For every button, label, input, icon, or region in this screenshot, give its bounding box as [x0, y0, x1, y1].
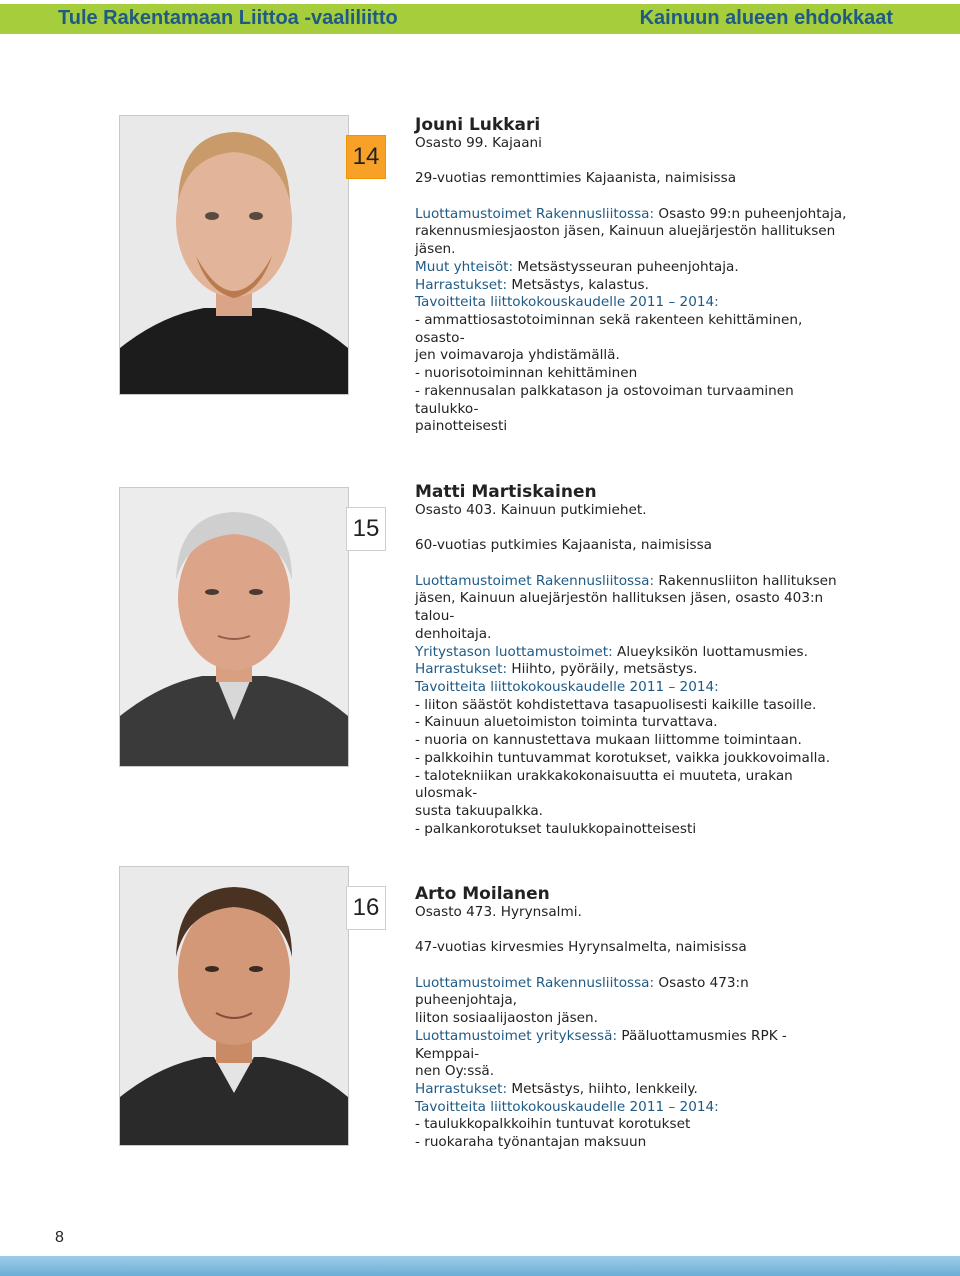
goals-label: Tavoitteita liittokokouskaudelle 2011 – 2014:: [415, 679, 719, 695]
other-label: Luottamustoimet yrityksessä:: [415, 1027, 618, 1044]
hobbies-label: Harrastukset:: [415, 661, 508, 678]
other-positions: [415, 644, 855, 662]
hobbies: [415, 1081, 855, 1099]
candidate-branch: Osasto 473. Hyrynsalmi.: [415, 904, 582, 920]
goals-label: Tavoitteita liittokokouskaudelle 2011 – 2014:: [415, 1098, 719, 1115]
other-text: Pääluottamusmies RPK - Kemppai-: [415, 1027, 787, 1062]
trust-line: liiton sosiaalijaoston jäsen.: [415, 1010, 598, 1027]
candidate-intro: 29-vuotias remonttimies Kajaanista, naimisissa: [415, 170, 737, 187]
candidate-name: Matti Martiskainen: [415, 482, 597, 502]
trust-line: Rakennusliiton hallituksen: [654, 572, 837, 589]
trust-label: Luottamustoimet Rakennusliitossa:: [415, 572, 655, 589]
candidate-photo: [119, 115, 349, 395]
header-title: Tule Rakentamaan Liittoa -vaaliliitto: [58, 7, 398, 29]
goal-item: - palkankorotukset taulukkopainotteisesti: [415, 820, 697, 837]
hobbies-text: Metsästys, hiihto, lenkkeily.: [507, 1081, 698, 1097]
page-number: 8: [55, 1229, 64, 1246]
goal-item: - nuorisotoiminnan kehittäminen: [415, 365, 638, 382]
goal-item: - ammattiosastotoiminnan sekä rakenteen kehittäminen, osasto-: [415, 312, 803, 346]
goal-item: - palkkoihin tuntuvammat korotukset, vaikka joukkovoimalla.: [415, 749, 831, 766]
candidate-intro: 60-vuotias putkimies Kajaanista, naimisissa: [415, 537, 712, 554]
goal-item: susta takuupalkka.: [415, 802, 543, 819]
goal-item: - rakennusalan palkkatason ja ostovoiman turvaaminen taulukko-: [415, 382, 794, 417]
trust-label: Luottamustoimet Rakennusliitossa:: [415, 205, 655, 222]
trust-positions: [415, 975, 855, 1010]
other-positions: [415, 259, 855, 277]
goal-item: - ruokaraha työnantajan maksuun: [415, 1134, 647, 1151]
candidate-number-badge: 15: [346, 507, 386, 551]
page-header: [0, 4, 960, 34]
hobbies: [415, 277, 855, 295]
candidate-intro: 47-vuotias kirvesmies Hyrynsalmelta, naimisissa: [415, 939, 747, 956]
goal-item: - taulukkopalkkoihin tuntuvat korotukset: [415, 1116, 691, 1133]
hobbies-label: Harrastukset:: [415, 276, 508, 293]
candidate-photo: [119, 866, 349, 1146]
other-label: Yritystason luottamustoimet:: [415, 643, 613, 660]
other-text: Metsästysseuran puheenjohtaja.: [513, 258, 739, 275]
goal-item: - nuoria on kannustettava mukaan liittomme toimintaan.: [415, 732, 802, 749]
header-subtitle: Kainuun alueen ehdokkaat: [639, 7, 893, 29]
hobbies-text: Metsästys, kalastus.: [507, 276, 649, 293]
hobbies-label: Harrastukset:: [415, 1081, 508, 1097]
candidate-info: [415, 482, 855, 838]
candidate-number-badge: 16: [346, 886, 386, 930]
trust-positions: [415, 206, 855, 224]
hobbies: [415, 661, 855, 679]
footer-bar: [0, 1256, 960, 1276]
goal-item: painotteisesti: [415, 418, 508, 435]
candidate-photo: [119, 487, 349, 767]
goal-item: jen voimavaroja yhdistämällä.: [415, 347, 620, 364]
candidate-info: [415, 884, 855, 1152]
candidate-branch: Osasto 99. Kajaani: [415, 135, 542, 151]
trust-line: jäsen, Kainuun aluejärjestön hallituksen jäsen, osasto 403:n talou-: [415, 590, 824, 625]
trust-positions: [415, 573, 855, 591]
other-text: Alueyksikön luottamusmies.: [612, 643, 808, 660]
other-label: Muut yhteisöt:: [415, 258, 514, 275]
other-text-continued: nen Oy:ssä.: [415, 1063, 495, 1080]
goal-item: - talotekniikan urakkakokonaisuutta ei muuteta, urakan ulosmak-: [415, 767, 793, 802]
trust-line: Osasto 99:n puheenjohtaja,: [654, 205, 847, 222]
candidate-branch: Osasto 403. Kainuun putkimiehet.: [415, 502, 647, 518]
trust-line: Osasto 473:n puheenjohtaja,: [415, 974, 749, 1009]
goal-item: - Kainuun aluetoimiston toiminta turvattava.: [415, 714, 718, 731]
candidate-name: Jouni Lukkari: [415, 115, 541, 135]
trust-label: Luottamustoimet Rakennusliitossa:: [415, 974, 655, 991]
candidate-info: [415, 115, 855, 436]
goals-label: Tavoitteita liittokokouskaudelle 2011 – 2014:: [415, 294, 719, 311]
other-positions: [415, 1028, 855, 1063]
trust-line: jäsen.: [415, 241, 456, 258]
candidate-name: Arto Moilanen: [415, 884, 550, 904]
goal-item: - liiton säästöt kohdistettava tasapuolisesti kaikille tasoille.: [415, 696, 817, 713]
hobbies-text: Hiihto, pyöräily, metsästys.: [507, 661, 698, 678]
trust-line: denhoitaja.: [415, 625, 492, 642]
candidate-number-badge: 14: [346, 135, 386, 179]
trust-line: rakennusmiesjaoston jäsen, Kainuun aluejärjestön hallituksen: [415, 223, 836, 240]
